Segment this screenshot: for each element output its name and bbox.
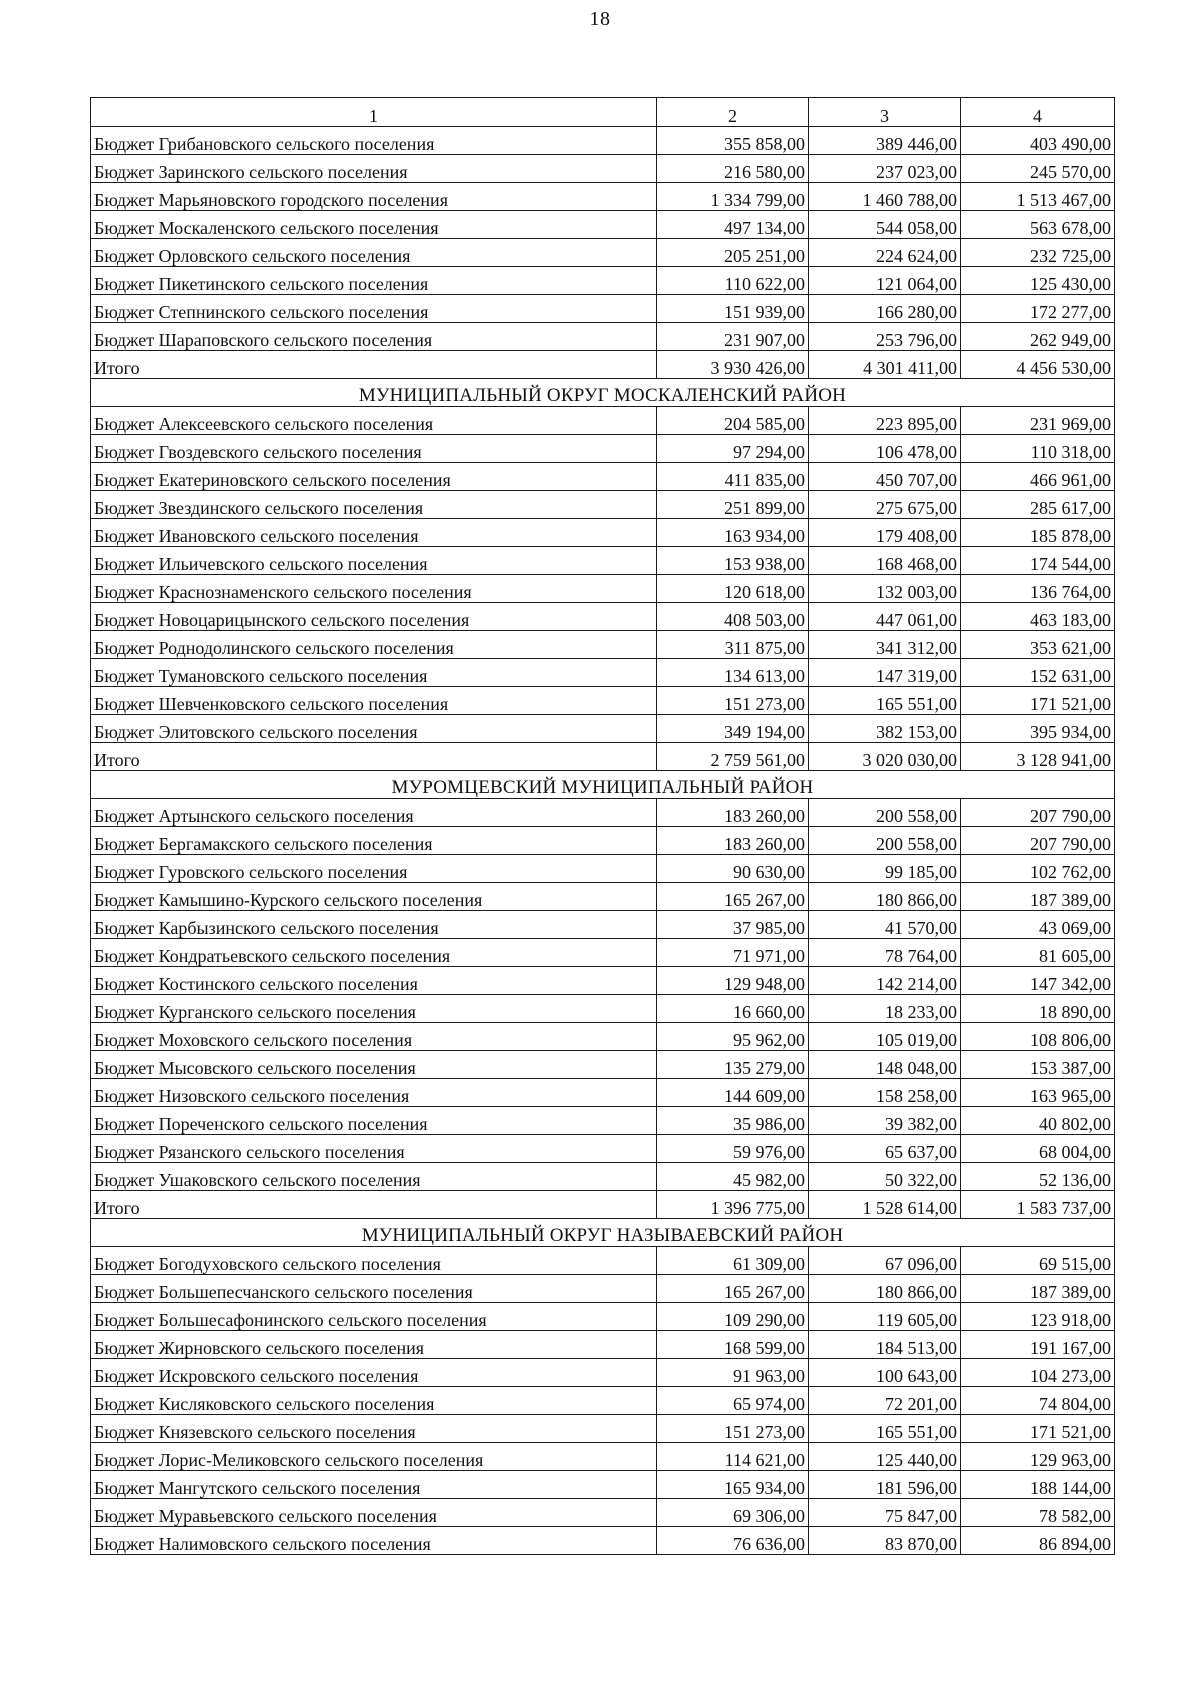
- table-row: [91, 1499, 1115, 1527]
- value-col-2: 408 503,00: [657, 603, 809, 631]
- value-col-4: 136 764,00: [961, 575, 1115, 603]
- value-col-3: 341 312,00: [809, 631, 961, 659]
- value-col-4: 74 804,00: [961, 1387, 1115, 1415]
- settlement-name: Бюджет Князевского сельского поселения: [91, 1415, 657, 1443]
- table-row: [91, 1443, 1115, 1471]
- value-col-3: 119 605,00: [809, 1303, 961, 1331]
- total-row: [91, 743, 1115, 771]
- value-col-2: 3 930 426,00: [657, 351, 809, 379]
- settlement-name: Бюджет Курганского сельского поселения: [91, 995, 657, 1023]
- settlement-name: Бюджет Гвоздевского сельского поселения: [91, 435, 657, 463]
- value-col-4: 172 277,00: [961, 295, 1115, 323]
- table-row: [91, 183, 1115, 211]
- settlement-name: Бюджет Мысовского сельского поселения: [91, 1051, 657, 1079]
- value-col-4: 153 387,00: [961, 1051, 1115, 1079]
- value-col-3: 179 408,00: [809, 519, 961, 547]
- value-col-3: 39 382,00: [809, 1107, 961, 1135]
- settlement-name: Бюджет Грибановского сельского поселения: [91, 127, 657, 155]
- value-col-3: 75 847,00: [809, 1499, 961, 1527]
- value-col-3: 184 513,00: [809, 1331, 961, 1359]
- value-col-3: 253 796,00: [809, 323, 961, 351]
- value-col-3: 99 185,00: [809, 855, 961, 883]
- table-row: [91, 631, 1115, 659]
- table-row: [91, 799, 1115, 827]
- table-row: [91, 295, 1115, 323]
- value-col-3: 100 643,00: [809, 1359, 961, 1387]
- value-col-2: 165 267,00: [657, 1275, 809, 1303]
- value-col-2: 151 939,00: [657, 295, 809, 323]
- value-col-4: 191 167,00: [961, 1331, 1115, 1359]
- table-row: [91, 407, 1115, 435]
- value-col-2: 91 963,00: [657, 1359, 809, 1387]
- value-col-4: 102 762,00: [961, 855, 1115, 883]
- total-row: [91, 1191, 1115, 1219]
- settlement-name: Бюджет Москаленского сельского поселения: [91, 211, 657, 239]
- settlement-name: Бюджет Искровского сельского поселения: [91, 1359, 657, 1387]
- settlement-name: Бюджет Низовского сельского поселения: [91, 1079, 657, 1107]
- value-col-4: 86 894,00: [961, 1527, 1115, 1555]
- table-row: [91, 155, 1115, 183]
- section-heading: МУНИЦИПАЛЬНЫЙ ОКРУГ НАЗЫВАЕВСКИЙ РАЙОН: [91, 1219, 1115, 1247]
- value-col-4: 4 456 530,00: [961, 351, 1115, 379]
- table-row: [91, 911, 1115, 939]
- value-col-3: 83 870,00: [809, 1527, 961, 1555]
- value-col-2: 251 899,00: [657, 491, 809, 519]
- value-col-4: 463 183,00: [961, 603, 1115, 631]
- value-col-3: 237 023,00: [809, 155, 961, 183]
- value-col-4: 125 430,00: [961, 267, 1115, 295]
- value-col-3: 200 558,00: [809, 799, 961, 827]
- value-col-2: 110 622,00: [657, 267, 809, 295]
- settlement-name: Бюджет Ивановского сельского поселения: [91, 519, 657, 547]
- section-heading-row: [91, 379, 1115, 407]
- value-col-3: 181 596,00: [809, 1471, 961, 1499]
- settlement-name: Бюджет Кондратьевского сельского поселения: [91, 939, 657, 967]
- value-col-3: 18 233,00: [809, 995, 961, 1023]
- value-col-4: 52 136,00: [961, 1163, 1115, 1191]
- value-col-4: 353 621,00: [961, 631, 1115, 659]
- value-col-2: 1 396 775,00: [657, 1191, 809, 1219]
- value-col-2: 71 971,00: [657, 939, 809, 967]
- settlement-name: Бюджет Роднодолинского сельского поселения: [91, 631, 657, 659]
- table-row: [91, 239, 1115, 267]
- column-header: 2: [657, 98, 809, 127]
- table-row: [91, 1163, 1115, 1191]
- value-col-2: 65 974,00: [657, 1387, 809, 1415]
- table-row: [91, 855, 1115, 883]
- settlement-name: Бюджет Рязанского сельского поселения: [91, 1135, 657, 1163]
- value-col-4: 3 128 941,00: [961, 743, 1115, 771]
- value-col-2: 16 660,00: [657, 995, 809, 1023]
- value-col-2: 163 934,00: [657, 519, 809, 547]
- table-row: [91, 659, 1115, 687]
- value-col-3: 148 048,00: [809, 1051, 961, 1079]
- settlement-name: Бюджет Бергамакского сельского поселения: [91, 827, 657, 855]
- value-col-4: 262 949,00: [961, 323, 1115, 351]
- settlement-name: Бюджет Камышино-Курского сельского поселения: [91, 883, 657, 911]
- table-row: [91, 1135, 1115, 1163]
- value-col-3: 544 058,00: [809, 211, 961, 239]
- value-col-3: 180 866,00: [809, 1275, 961, 1303]
- value-col-4: 68 004,00: [961, 1135, 1115, 1163]
- section-heading-row: [91, 771, 1115, 799]
- settlement-name: Бюджет Моховского сельского поселения: [91, 1023, 657, 1051]
- value-col-2: 204 585,00: [657, 407, 809, 435]
- value-col-2: 349 194,00: [657, 715, 809, 743]
- value-col-3: 65 637,00: [809, 1135, 961, 1163]
- value-col-2: 153 938,00: [657, 547, 809, 575]
- value-col-4: 147 342,00: [961, 967, 1115, 995]
- value-col-3: 106 478,00: [809, 435, 961, 463]
- settlement-name: Бюджет Звездинского сельского поселения: [91, 491, 657, 519]
- settlement-name: Итого: [91, 351, 657, 379]
- settlement-name: Бюджет Краснознаменского сельского поселения: [91, 575, 657, 603]
- settlement-name: Бюджет Заринского сельского поселения: [91, 155, 657, 183]
- value-col-4: 129 963,00: [961, 1443, 1115, 1471]
- value-col-3: 125 440,00: [809, 1443, 961, 1471]
- value-col-3: 382 153,00: [809, 715, 961, 743]
- value-col-3: 447 061,00: [809, 603, 961, 631]
- value-col-4: 188 144,00: [961, 1471, 1115, 1499]
- settlement-name: Бюджет Элитовского сельского поселения: [91, 715, 657, 743]
- value-col-4: 40 802,00: [961, 1107, 1115, 1135]
- value-col-4: 174 544,00: [961, 547, 1115, 575]
- value-col-4: 232 725,00: [961, 239, 1115, 267]
- column-header: 1: [91, 98, 657, 127]
- value-col-3: 121 064,00: [809, 267, 961, 295]
- value-col-2: 109 290,00: [657, 1303, 809, 1331]
- value-col-2: 76 636,00: [657, 1527, 809, 1555]
- value-col-4: 207 790,00: [961, 799, 1115, 827]
- settlement-name: Бюджет Шараповского сельского поселения: [91, 323, 657, 351]
- value-col-4: 69 515,00: [961, 1247, 1115, 1275]
- value-col-4: 285 617,00: [961, 491, 1115, 519]
- value-col-4: 403 490,00: [961, 127, 1115, 155]
- value-col-3: 158 258,00: [809, 1079, 961, 1107]
- value-col-2: 168 599,00: [657, 1331, 809, 1359]
- value-col-2: 129 948,00: [657, 967, 809, 995]
- value-col-4: 81 605,00: [961, 939, 1115, 967]
- settlement-name: Бюджет Марьяновского городского поселения: [91, 183, 657, 211]
- table-row: [91, 211, 1115, 239]
- value-col-2: 183 260,00: [657, 799, 809, 827]
- settlement-name: Итого: [91, 743, 657, 771]
- table-row: [91, 127, 1115, 155]
- value-col-4: 152 631,00: [961, 659, 1115, 687]
- value-col-4: 187 389,00: [961, 1275, 1115, 1303]
- value-col-2: 1 334 799,00: [657, 183, 809, 211]
- table-row: [91, 1247, 1115, 1275]
- value-col-4: 395 934,00: [961, 715, 1115, 743]
- section-heading-row: [91, 1219, 1115, 1247]
- settlement-name: Бюджет Карбызинского сельского поселения: [91, 911, 657, 939]
- value-col-4: 185 878,00: [961, 519, 1115, 547]
- section-heading: МУНИЦИПАЛЬНЫЙ ОКРУГ МОСКАЛЕНСКИЙ РАЙОН: [91, 379, 1115, 407]
- settlement-name: Бюджет Артынского сельского поселения: [91, 799, 657, 827]
- value-col-2: 165 934,00: [657, 1471, 809, 1499]
- budget-table: [90, 97, 1115, 1555]
- table-row: [91, 1051, 1115, 1079]
- settlement-name: Бюджет Тумановского сельского поселения: [91, 659, 657, 687]
- settlement-name: Бюджет Лорис-Меликовского сельского поселения: [91, 1443, 657, 1471]
- value-col-4: 171 521,00: [961, 687, 1115, 715]
- table-row: [91, 1471, 1115, 1499]
- value-col-4: 466 961,00: [961, 463, 1115, 491]
- value-col-4: 163 965,00: [961, 1079, 1115, 1107]
- settlement-name: Итого: [91, 1191, 657, 1219]
- value-col-3: 165 551,00: [809, 687, 961, 715]
- value-col-2: 134 613,00: [657, 659, 809, 687]
- value-col-2: 114 621,00: [657, 1443, 809, 1471]
- value-col-2: 135 279,00: [657, 1051, 809, 1079]
- value-col-2: 151 273,00: [657, 1415, 809, 1443]
- table-row: [91, 1387, 1115, 1415]
- settlement-name: Бюджет Пореченского сельского поселения: [91, 1107, 657, 1135]
- value-col-3: 142 214,00: [809, 967, 961, 995]
- table-row: [91, 1527, 1115, 1555]
- value-col-4: 123 918,00: [961, 1303, 1115, 1331]
- settlement-name: Бюджет Кисляковского сельского поселения: [91, 1387, 657, 1415]
- value-col-3: 67 096,00: [809, 1247, 961, 1275]
- value-col-3: 165 551,00: [809, 1415, 961, 1443]
- settlement-name: Бюджет Жирновского сельского поселения: [91, 1331, 657, 1359]
- value-col-2: 151 273,00: [657, 687, 809, 715]
- value-col-3: 275 675,00: [809, 491, 961, 519]
- value-col-2: 205 251,00: [657, 239, 809, 267]
- table-row: [91, 687, 1115, 715]
- value-col-4: 563 678,00: [961, 211, 1115, 239]
- table-row: [91, 715, 1115, 743]
- value-col-2: 69 306,00: [657, 1499, 809, 1527]
- value-col-2: 411 835,00: [657, 463, 809, 491]
- settlement-name: Бюджет Шевченковского сельского поселения: [91, 687, 657, 715]
- table-row: [91, 463, 1115, 491]
- table-row: [91, 1275, 1115, 1303]
- table-row: [91, 967, 1115, 995]
- value-col-2: 216 580,00: [657, 155, 809, 183]
- value-col-2: 90 630,00: [657, 855, 809, 883]
- value-col-4: 110 318,00: [961, 435, 1115, 463]
- value-col-4: 1 513 467,00: [961, 183, 1115, 211]
- value-col-2: 45 982,00: [657, 1163, 809, 1191]
- value-col-3: 180 866,00: [809, 883, 961, 911]
- value-col-2: 59 976,00: [657, 1135, 809, 1163]
- settlement-name: Бюджет Большепесчанского сельского поселения: [91, 1275, 657, 1303]
- settlement-name: Бюджет Степнинского сельского поселения: [91, 295, 657, 323]
- value-col-2: 183 260,00: [657, 827, 809, 855]
- settlement-name: Бюджет Богодуховского сельского поселения: [91, 1247, 657, 1275]
- table-row: [91, 1107, 1115, 1135]
- table-row: [91, 603, 1115, 631]
- table-row: [91, 575, 1115, 603]
- table-row: [91, 267, 1115, 295]
- value-col-2: 311 875,00: [657, 631, 809, 659]
- value-col-3: 450 707,00: [809, 463, 961, 491]
- value-col-4: 207 790,00: [961, 827, 1115, 855]
- value-col-3: 168 468,00: [809, 547, 961, 575]
- settlement-name: Бюджет Муравьевского сельского поселения: [91, 1499, 657, 1527]
- value-col-2: 61 309,00: [657, 1247, 809, 1275]
- value-col-4: 108 806,00: [961, 1023, 1115, 1051]
- value-col-4: 104 273,00: [961, 1359, 1115, 1387]
- value-col-4: 245 570,00: [961, 155, 1115, 183]
- settlement-name: Бюджет Большесафонинского сельского поселения: [91, 1303, 657, 1331]
- value-col-2: 97 294,00: [657, 435, 809, 463]
- settlement-name: Бюджет Алексеевского сельского поселения: [91, 407, 657, 435]
- column-header: 3: [809, 98, 961, 127]
- table-row: [91, 1415, 1115, 1443]
- value-col-3: 200 558,00: [809, 827, 961, 855]
- value-col-2: 37 985,00: [657, 911, 809, 939]
- budget-table-body: [91, 98, 1115, 1555]
- value-col-4: 231 969,00: [961, 407, 1115, 435]
- table-row: [91, 1331, 1115, 1359]
- value-col-3: 105 019,00: [809, 1023, 961, 1051]
- value-col-3: 147 319,00: [809, 659, 961, 687]
- value-col-4: 78 582,00: [961, 1499, 1115, 1527]
- value-col-2: 2 759 561,00: [657, 743, 809, 771]
- value-col-3: 78 764,00: [809, 939, 961, 967]
- value-col-4: 1 583 737,00: [961, 1191, 1115, 1219]
- page-number: 18: [589, 8, 611, 30]
- value-col-3: 41 570,00: [809, 911, 961, 939]
- value-col-4: 43 069,00: [961, 911, 1115, 939]
- value-col-2: 144 609,00: [657, 1079, 809, 1107]
- settlement-name: Бюджет Гуровского сельского поселения: [91, 855, 657, 883]
- value-col-2: 35 986,00: [657, 1107, 809, 1135]
- value-col-3: 223 895,00: [809, 407, 961, 435]
- settlement-name: Бюджет Орловского сельского поселения: [91, 239, 657, 267]
- settlement-name: Бюджет Екатериновского сельского поселения: [91, 463, 657, 491]
- value-col-3: 4 301 411,00: [809, 351, 961, 379]
- settlement-name: Бюджет Пикетинского сельского поселения: [91, 267, 657, 295]
- value-col-4: 171 521,00: [961, 1415, 1115, 1443]
- table-row: [91, 491, 1115, 519]
- total-row: [91, 351, 1115, 379]
- table-header-row: [91, 98, 1115, 127]
- value-col-2: 165 267,00: [657, 883, 809, 911]
- settlement-name: Бюджет Мангутского сельского поселения: [91, 1471, 657, 1499]
- value-col-3: 389 446,00: [809, 127, 961, 155]
- settlement-name: Бюджет Новоцарицынского сельского поселения: [91, 603, 657, 631]
- value-col-2: 497 134,00: [657, 211, 809, 239]
- section-heading: МУРОМЦЕВСКИЙ МУНИЦИПАЛЬНЫЙ РАЙОН: [91, 771, 1115, 799]
- settlement-name: Бюджет Налимовского сельского поселения: [91, 1527, 657, 1555]
- table-row: [91, 1023, 1115, 1051]
- value-col-3: 3 020 030,00: [809, 743, 961, 771]
- value-col-2: 231 907,00: [657, 323, 809, 351]
- table-row: [91, 827, 1115, 855]
- column-header: 4: [961, 98, 1115, 127]
- value-col-4: 187 389,00: [961, 883, 1115, 911]
- settlement-name: Бюджет Костинского сельского поселения: [91, 967, 657, 995]
- value-col-3: 1 460 788,00: [809, 183, 961, 211]
- table-row: [91, 323, 1115, 351]
- value-col-3: 1 528 614,00: [809, 1191, 961, 1219]
- settlement-name: Бюджет Ушаковского сельского поселения: [91, 1163, 657, 1191]
- settlement-name: Бюджет Ильичевского сельского поселения: [91, 547, 657, 575]
- table-row: [91, 1303, 1115, 1331]
- value-col-3: 166 280,00: [809, 295, 961, 323]
- value-col-2: 95 962,00: [657, 1023, 809, 1051]
- value-col-2: 355 858,00: [657, 127, 809, 155]
- table-row: [91, 883, 1115, 911]
- table-row: [91, 519, 1115, 547]
- table-row: [91, 939, 1115, 967]
- table-row: [91, 1359, 1115, 1387]
- table-row: [91, 547, 1115, 575]
- value-col-3: 50 322,00: [809, 1163, 961, 1191]
- table-row: [91, 995, 1115, 1023]
- value-col-3: 224 624,00: [809, 239, 961, 267]
- value-col-4: 18 890,00: [961, 995, 1115, 1023]
- table-row: [91, 435, 1115, 463]
- value-col-3: 72 201,00: [809, 1387, 961, 1415]
- table-row: [91, 1079, 1115, 1107]
- value-col-3: 132 003,00: [809, 575, 961, 603]
- value-col-2: 120 618,00: [657, 575, 809, 603]
